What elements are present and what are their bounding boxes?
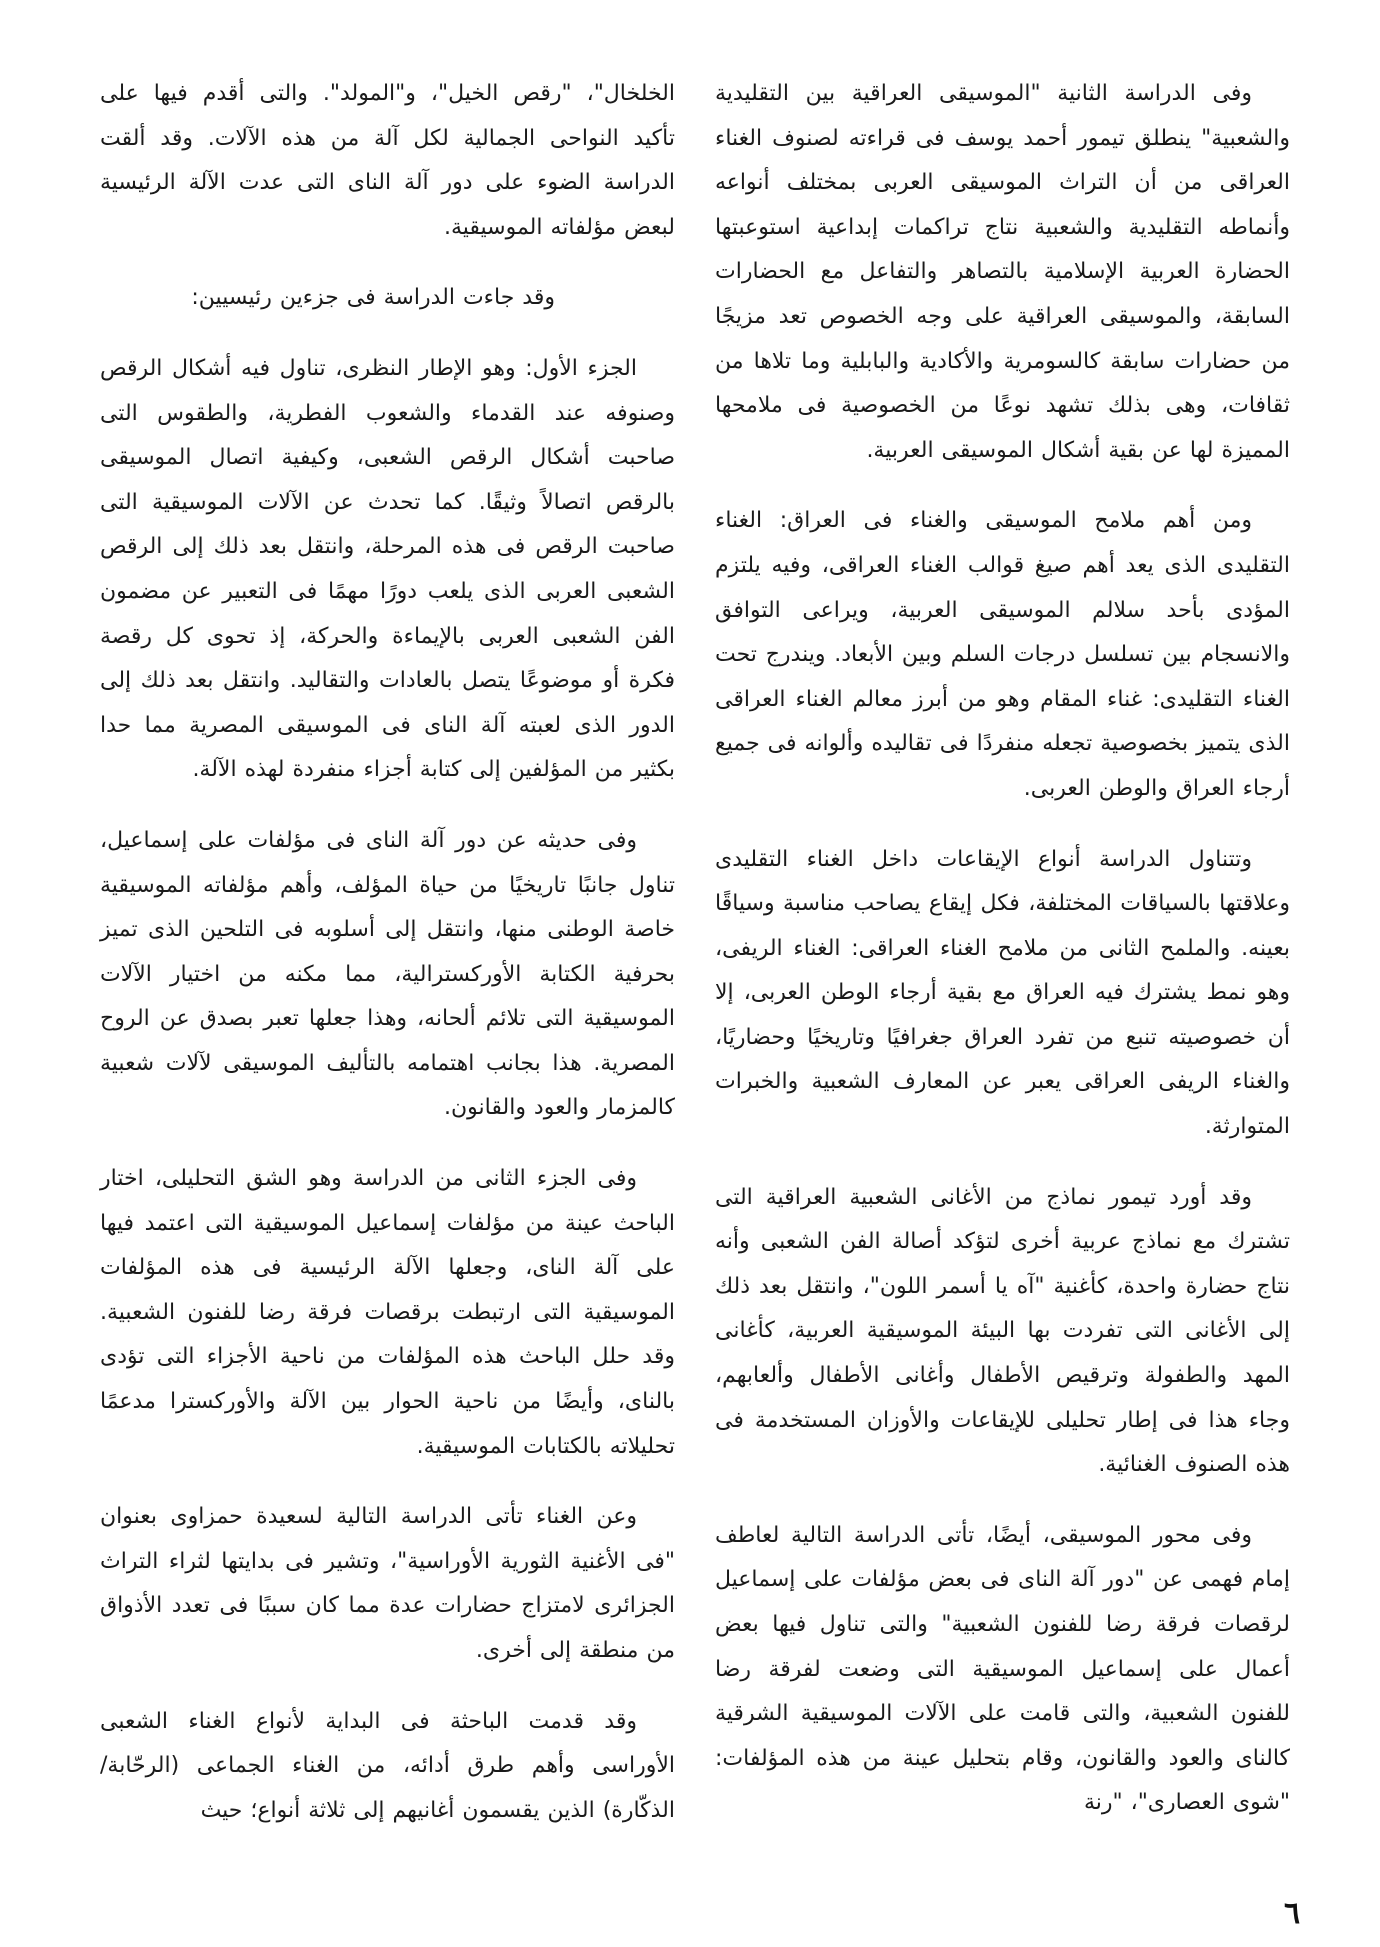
paragraph: وعن الغناء تأتى الدراسة التالية لسعيدة حمزاوى بعنوان "فى الأغنية الثورية الأوراسية"، وتشير فى بدايتها لثراء التراث الجزائرى لامتزاج حضارات عدة مما كان سببًا فى تعدد الأذواق من منطقة إلى أخرى. (100, 1504, 675, 1663)
paragraph: الجزء الأول: وهو الإطار النظرى، تناول فيه أشكال الرقص وصنوفه عند القدماء والشعوب الفطرية، والطقوس التى صاحبت أشكال الرقص الشعبى، وكيفية اتصال الموسيقى بالرقص اتصالاً وثيقًا. كما تحدث عن الآلات الموسيقية التى صاحبت الرقص فى هذه المرحلة، وانتقل بعد ذلك إلى الرقص الشعبى العربى الذى يلعب دورًا مهمًا فى التعبير عن مضمون الفن الشعبى العربى بالإيماءة والحركة، إذ تحوى كل رقصة فكرة أو موضوعًا يتصل بالعادات والتقاليد. وانتقل بعد ذلك إلى الدور الذى لعبته آلة الناى فى الموسيقى المصرية مما حدا بكثير من المؤلفين إلى كتابة أجزاء منفردة لهذه الآلة. (100, 355, 675, 783)
left-column (100, 72, 675, 1859)
paragraph: وتتناول الدراسة أنواع الإيقاعات داخل الغناء التقليدى وعلاقتها بالسياقات المختلفة، فكل إيقاع يصاحب مناسبة وسياقًا بعينه. والملمح الثانى من ملامح الغناء العراقى: الغناء الريفى، وهو نمط يشترك فيه العراق مع بقية أرجاء الوطن العربى، إلا أن خصوصيته تنبع من تفرد العراق جغرافيًا وتاريخيًا وحضاريًا، والغناء الريفى العراقى يعبر عن المعارف الشعبية والخبرات المتوارثة. (715, 846, 1290, 1140)
paragraph: وفى الجزء الثانى من الدراسة وهو الشق التحليلى، اختار الباحث عينة من مؤلفات إسماعيل الموسيقية التى اعتمد فيها على آلة الناى، وجعلها الآلة الرئيسية فى هذه المؤلفات الموسيقية التى ارتبطت برقصات فرقة رضا للفنون الشعبية. وقد حلل الباحث هذه المؤلفات من ناحية الأجزاء التى تؤدى بالناى، وأيضًا من ناحية الحوار بين الآلة والأوركسترا مدعمًا تحليلاته بالكتابات الموسيقية. (100, 1166, 675, 1459)
page-number: ٦ (1284, 1896, 1301, 1931)
paragraph: وفى حديثه عن دور آلة الناى فى مؤلفات على إسماعيل، تناول جانبًا تاريخيًا من حياة المؤلف، وأهم مؤلفاته الموسيقية خاصة الوطنى منها، وانتقل إلى أسلوبه فى التلحين الذى تميز بحرفية الكتابة الأوركسترالية، مما مكنه من اختيار الآلات الموسيقية التى تلائم ألحانه، وهذا جعلها تعبر بصدق عن الروح المصرية. هذا بجانب اهتمامه بالتأليف الموسيقى لآلات شعبية كالمزمار والعود والقانون. (100, 827, 675, 1121)
paragraph: وفى محور الموسيقى، أيضًا، تأتى الدراسة التالية لعاطف إمام فهمى عن "دور آلة الناى فى بعض مؤلفات على إسماعيل لرقصات فرقة رضا للفنون الشعبية" والتى تناول فيها بعض أعمال على إسماعيل الموسيقية التى وضعت لفرقة رضا للفنون الشعبية، والتى قامت على الآلات الموسيقية الشرقية كالناى والعود والقانون، وقام بتحليل عينة من هذه المؤلفات: "شوى العصارى"، "رنة (715, 1522, 1290, 1816)
paragraph: وفى الدراسة الثانية "الموسيقى العراقية بين التقليدية والشعبية" ينطلق تيمور أحمد يوسف فى قراءته لصنوف الغناء العراقى من أن التراث الموسيقى العربى بمختلف أنواعه وأنماطه التقليدية والشعبية نتاج تراكمات إبداعية استوعبتها الحضارة العربية الإسلامية بالتصاهر والتفاعل مع الحضارات السابقة، والموسيقى العراقية على وجه الخصوص تعد مزيجًا من حضارات سابقة كالسومرية والأكادية والبابلية وما تلاها من ثقافات، وهى بذلك تشهد نوعًا من الخصوصية فى ملامحها المميزة لها عن بقية أشكال الموسيقى العربية. (715, 81, 1290, 463)
section-intro: وقد جاءت الدراسة فى جزءين رئيسيين: (191, 285, 555, 311)
paragraph: وقد أورد تيمور نماذج من الأغانى الشعبية العراقية التى تشترك مع نماذج عربية أخرى لتؤكد أصالة الفن الشعبى وأنه نتاج حضارة واحدة، كأغنية "آه يا أسمر اللون"، وانتقل بعد ذلك إلى الأغانى التى تفردت بها البيئة الموسيقية العربية، كأغانى المهد والطفولة وترقيص الأطفال وأغانى الأطفال وألعابهم، وجاء هذا فى إطار تحليلى للإيقاعات والأوزان المستخدمة فى هذه الصنوف الغنائية. (715, 1184, 1290, 1478)
paragraph: وقد قدمت الباحثة فى البداية لأنواع الغناء الشعبى الأوراسى وأهم طرق أدائه، من الغناء الجماعى (الرحّابة/ الذكّارة) الذين يقسمون أغانيهم إلى ثلاثة أنواع؛ حيث (100, 1708, 675, 1823)
paragraph: الخلخال"، "رقص الخيل"، و"المولد". والتى أقدم فيها على تأكيد النواحى الجمالية لكل آلة من هذه الآلات. وقد ألقت الدراسة الضوء على دور آلة الناى التى عدت الآلة الرئيسية لبعض مؤلفاته الموسيقية. (100, 81, 675, 240)
paragraph: ومن أهم ملامح الموسيقى والغناء فى العراق: الغناء التقليدى الذى يعد أهم صيغ قوالب الغناء العراقى، وفيه يلتزم المؤدى بأحد سلالم الموسيقى العربية، ويراعى التوافق والانسجام بين تسلسل درجات السلم وبين الأبعاد. ويندرج تحت الغناء التقليدى: غناء المقام وهو من أبرز معالم الغناء العراقى الذى يتميز بخصوصية تجعله منفردًا فى تقاليده وألوانه فى جميع أرجاء العراق والوطن العربى. (715, 508, 1290, 801)
right-column (715, 72, 1290, 1852)
